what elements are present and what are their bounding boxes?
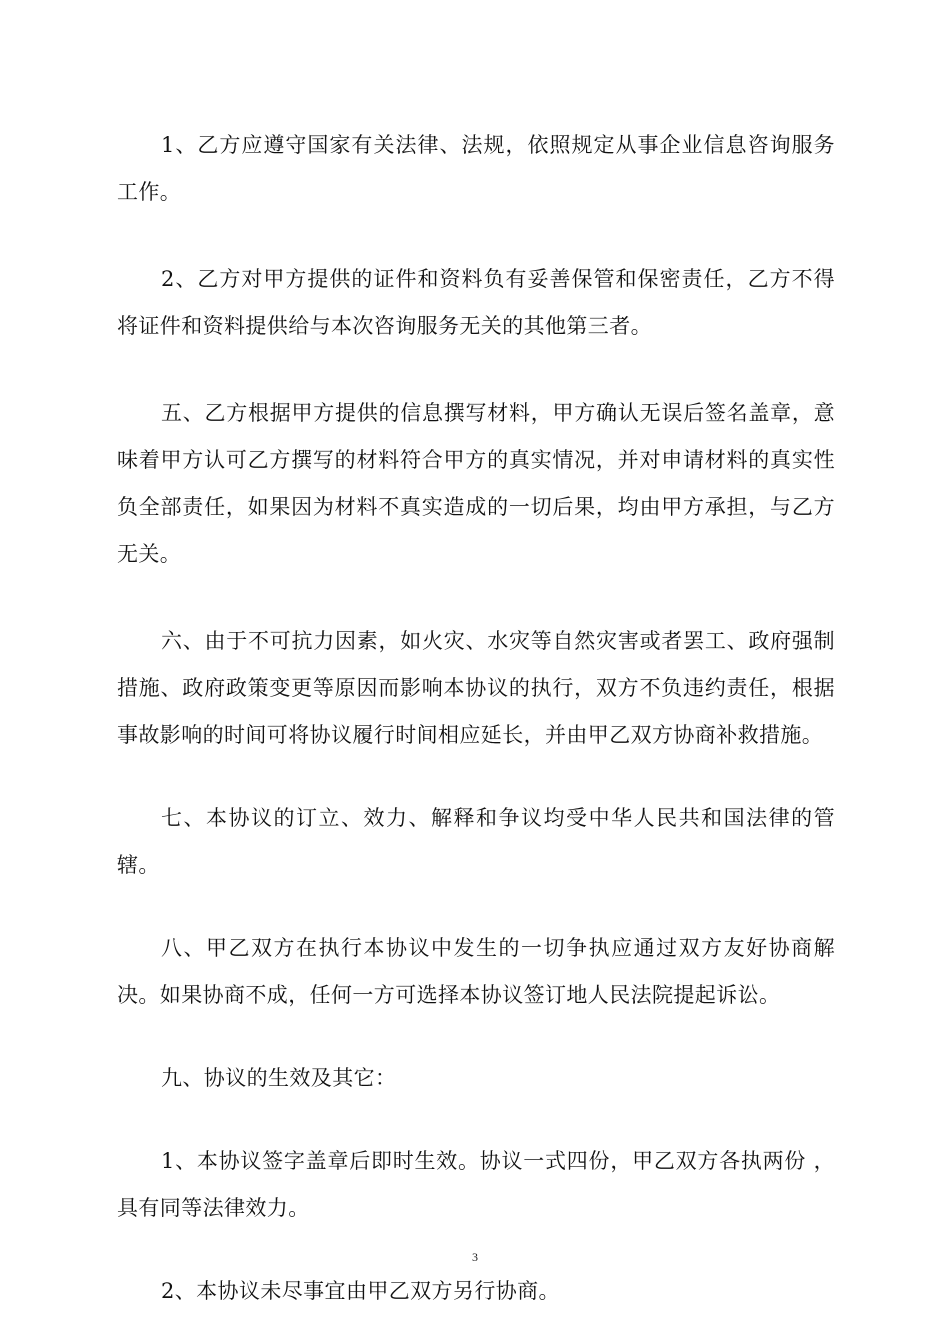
paragraph-9: 2、本协议未尽事宜由甲乙双方另行协商。: [161, 1279, 560, 1303]
paragraph-5: 七、本协议的订立、效力、解释和争议均受中华人民共和国法律的管辖。: [117, 806, 835, 877]
document-body: [117, 122, 835, 1315]
paragraph-3: 五、乙方根据甲方提供的信息撰写材料，甲方确认无误后签名盖章，意味着甲方认可乙方撰写的材料符合甲方的真实情况，并对申请材料的真实性负全部责任，如果因为材料不真实造成的一切后果，均由甲方承担，与乙方无关。: [117, 401, 835, 566]
paragraph-7: 九、协议的生效及其它：: [161, 1066, 397, 1090]
paragraph-1: 1、乙方应遵守国家有关法律、法规，依照规定从事企业信息咨询服务工作。: [117, 133, 835, 204]
paragraph-6: 八、甲乙双方在执行本协议中发生的一切争执应通过双方友好协商解决。如果协商不成，任何一方可选择本协议签订地人民法院提起诉讼。: [117, 936, 835, 1007]
paragraph-8: 1、本协议签字盖章后即时生效。协议一式四份，甲乙双方各执两份 ，具有同等法律效力。: [117, 1149, 835, 1220]
paragraph-2: 2、乙方对甲方提供的证件和资料负有妥善保管和保密责任，乙方不得将证件和资料提供给与本次咨询服务无关的其他第三者。: [117, 267, 835, 338]
paragraph-4: 六、由于不可抗力因素，如火灾、水灾等自然灾害或者罢工、政府强制措施、政府政策变更等原因而影响本协议的执行，双方不负违约责任，根据事故影响的时间可将协议履行时间相应延长，并由甲乙双方协商补救措施。: [117, 629, 835, 747]
page-number: 3: [472, 1250, 478, 1264]
